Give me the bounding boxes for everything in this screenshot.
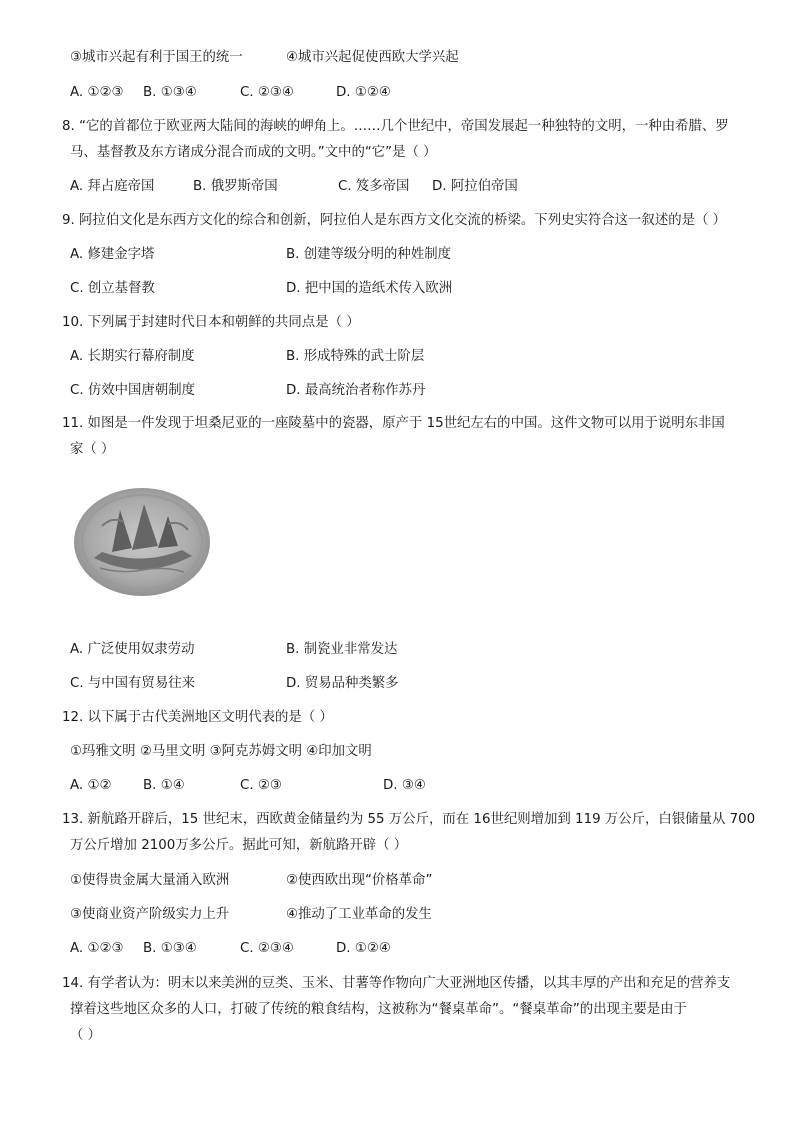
q13-stem-line-1: 13. 新航路开辟后，15 世纪末，西欧黄金储量约为 55 万公斤，而在 16世纪则增加到 119 万公斤，白银储量从 700: [62, 812, 756, 827]
q10-stem-line-1: 10. 下列属于封建时代日本和朝鲜的共同点是（ ）: [62, 315, 360, 330]
q8-option-a[interactable]: A. 拜占庭帝国: [70, 179, 155, 194]
q13-statement-4: ④推动了工业革命的发生: [286, 907, 432, 922]
q14-stem-line-1: 14. 有学者认为：明末以来美洲的豆类、玉米、甘薯等作物向广大亚洲地区传播，以其丰厚的产出和充足的营养支: [62, 976, 731, 991]
q13-option-c[interactable]: C. ②③④: [240, 941, 294, 956]
q8-option-d[interactable]: D. 阿拉伯帝国: [432, 179, 518, 194]
q8-option-c[interactable]: C. 笈多帝国: [338, 179, 410, 194]
q12-statements: ①玛雅文明 ②马里文明 ③阿克苏姆文明 ④印加文明: [70, 744, 372, 759]
q13-statement-3: ③使商业资产阶级实力上升: [70, 907, 230, 922]
q12-option-a[interactable]: A. ①②: [70, 778, 112, 793]
q13-option-b[interactable]: B. ①③④: [143, 941, 197, 956]
q12-option-d[interactable]: D. ③④: [383, 778, 426, 793]
q8-stem-line-2: 马、基督教及东方诸成分混合而成的文明。”文中的“它”是（ ）: [70, 145, 437, 160]
q7-option-c[interactable]: C. ②③④: [240, 85, 294, 100]
q7-statement-3: ③城市兴起有利于国王的统一: [70, 50, 243, 65]
q11-option-c[interactable]: C. 与中国有贸易往来: [70, 676, 195, 691]
q13-stem-line-2: 万公斤增加 2100万多公斤。据此可知，新航路开辟（ ）: [70, 838, 408, 853]
q11-option-d[interactable]: D. 贸易品种类繁多: [286, 676, 399, 691]
q13-statement-2: ②使西欧出现“价格革命”: [286, 873, 433, 888]
q7-option-d[interactable]: D. ①②④: [336, 85, 391, 100]
q11-option-b[interactable]: B. 制瓷业非常发达: [286, 642, 398, 657]
q8-stem-line-1: 8. “它的首都位于欧亚两大陆间的海峡的岬角上。……几个世纪中，帝国发展起一种独特的文明，一种由希腊、罗: [62, 119, 729, 134]
q9-option-b[interactable]: B. 创建等级分明的种姓制度: [286, 247, 451, 262]
q13-statement-1: ①使得贵金属大量涌入欧洲: [70, 873, 230, 888]
q9-stem-line-1: 9. 阿拉伯文化是东西方文化的综合和创新，阿拉伯人是东西方文化交流的桥梁。下列史实符合这一叙述的是（ ）: [62, 213, 727, 228]
porcelain-plate-image: [72, 486, 212, 598]
q7-option-b[interactable]: B. ①③④: [143, 85, 197, 100]
q11-stem-line-2: 家（ ）: [70, 442, 115, 457]
q12-option-b[interactable]: B. ①④: [143, 778, 185, 793]
q11-option-a[interactable]: A. 广泛使用奴隶劳动: [70, 642, 195, 657]
q7-option-a[interactable]: A. ①②③: [70, 85, 124, 100]
q13-option-a[interactable]: A. ①②③: [70, 941, 124, 956]
q14-stem-line-2: 撑着这些地区众多的人口，打破了传统的粮食结构，这被称为“餐桌革命”。“餐桌革命”的出现主要是由于: [70, 1002, 687, 1017]
q9-option-c[interactable]: C. 创立基督教: [70, 281, 155, 296]
q13-option-d[interactable]: D. ①②④: [336, 941, 391, 956]
q12-option-c[interactable]: C. ②③: [240, 778, 282, 793]
q11-stem-line-1: 11. 如图是一件发现于坦桑尼亚的一座陵墓中的瓷器，原产于 15世纪左右的中国。这件文物可以用于说明东非国: [62, 416, 725, 431]
q10-option-a[interactable]: A. 长期实行幕府制度: [70, 349, 195, 364]
q8-option-b[interactable]: B. 俄罗斯帝国: [193, 179, 278, 194]
q10-option-d[interactable]: D. 最高统治者称作苏丹: [286, 383, 426, 398]
q9-option-a[interactable]: A. 修建金字塔: [70, 247, 155, 262]
q12-stem-line-1: 12. 以下属于古代美洲地区文明代表的是（ ）: [62, 710, 333, 725]
q10-option-b[interactable]: B. 形成特殊的武士阶层: [286, 349, 425, 364]
q14-stem-line-3: （ ）: [70, 1028, 102, 1043]
q7-statement-4: ④城市兴起促使西欧大学兴起: [286, 50, 459, 65]
q10-option-c[interactable]: C. 仿效中国唐朝制度: [70, 383, 195, 398]
q9-option-d[interactable]: D. 把中国的造纸术传入欧洲: [286, 281, 453, 296]
